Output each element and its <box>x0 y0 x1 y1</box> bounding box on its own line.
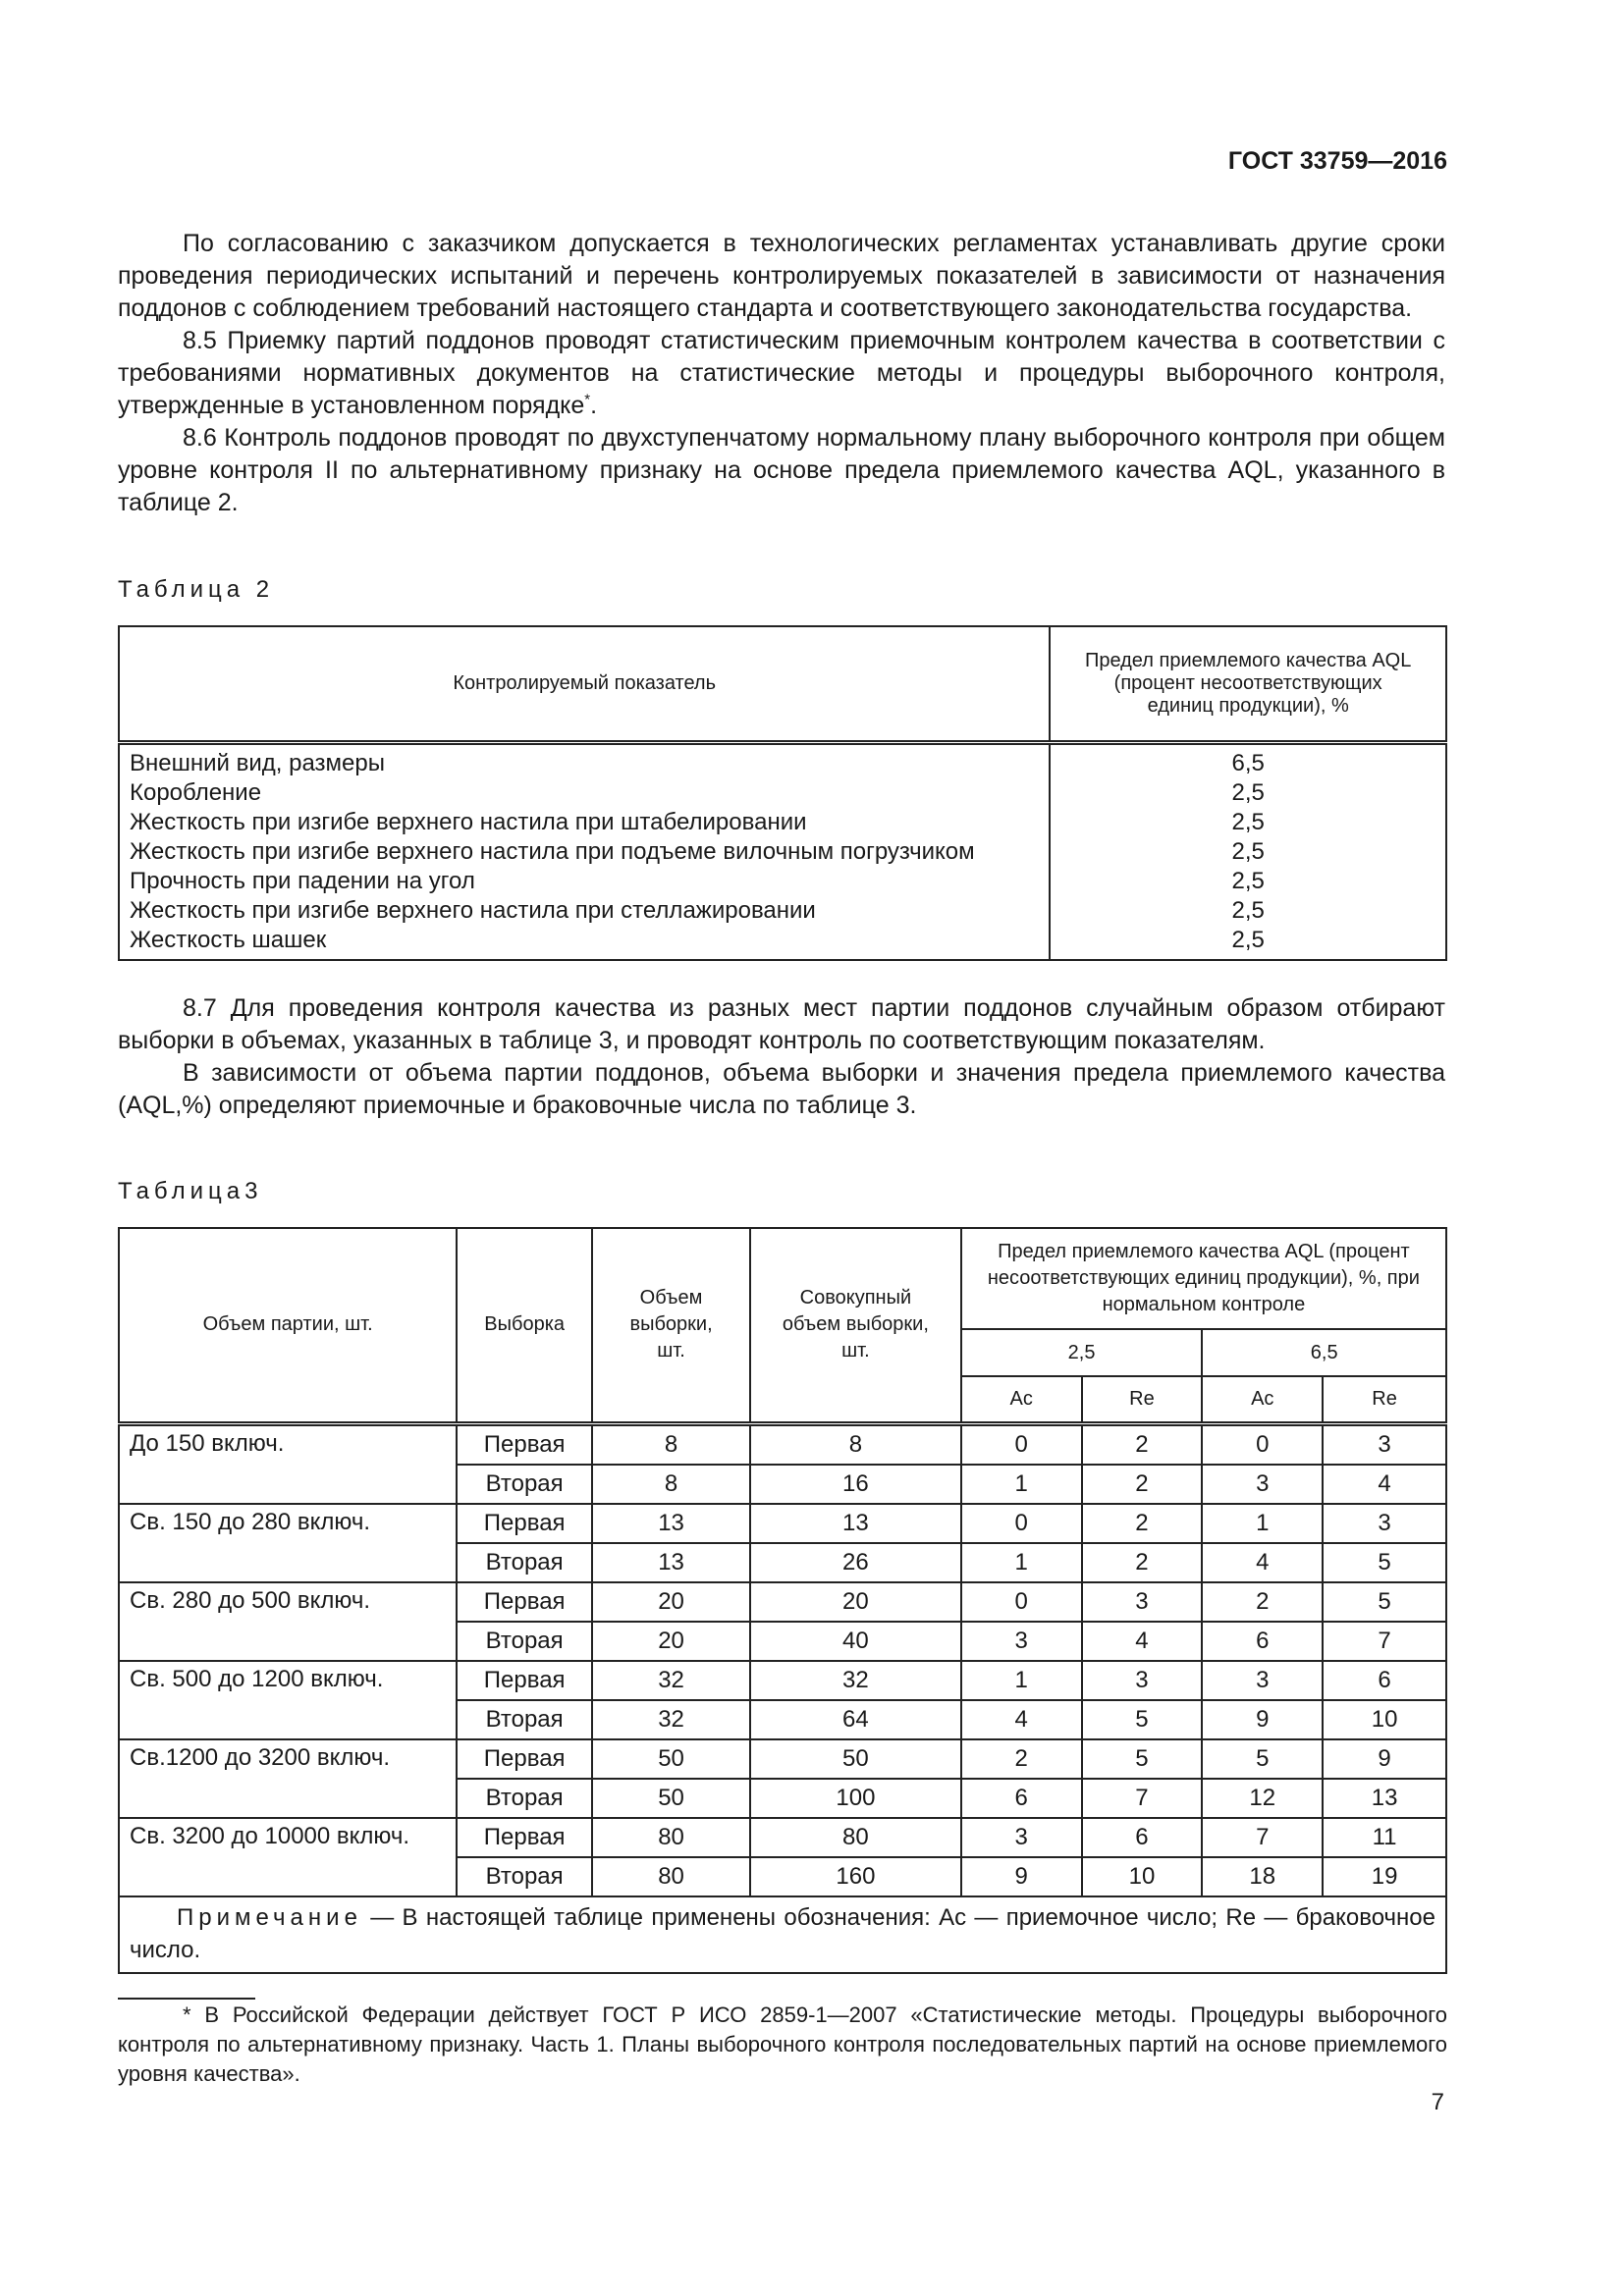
table3-cell-cumulative: 13 <box>750 1504 961 1543</box>
table3-note <box>119 1896 1446 1973</box>
table3-cell-ac-2-5: 4 <box>961 1700 1082 1739</box>
table2-cell-indicator: Коробление <box>119 778 1050 808</box>
table2-row <box>119 867 1446 896</box>
table3-cell-re-6-5: 5 <box>1323 1582 1446 1622</box>
table3-cell-ac-2-5: 9 <box>961 1857 1082 1896</box>
table3-cell-cumulative: 40 <box>750 1622 961 1661</box>
table3-cell-cumulative: 26 <box>750 1543 961 1582</box>
table2-cell-aql: 6,5 <box>1050 742 1446 778</box>
table3-header-re-1: Re <box>1082 1376 1203 1423</box>
table3-cell-sample: Первая <box>457 1582 592 1622</box>
table3-cell-sample: Вторая <box>457 1465 592 1504</box>
table3-cell-sample: Первая <box>457 1504 592 1543</box>
table3-cell-re-2-5: 6 <box>1082 1818 1203 1857</box>
table3-row <box>119 1661 1446 1700</box>
table3-cell-ac-2-5: 0 <box>961 1423 1082 1465</box>
table3-header-aql-2-5: 2,5 <box>961 1329 1203 1376</box>
table3-cell-re-2-5: 4 <box>1082 1622 1203 1661</box>
table3-cell-re-6-5: 3 <box>1323 1504 1446 1543</box>
paragraph-8-7: 8.7 Для проведения контроля качества из разных мест партии поддонов случайным образом отбирают выборки в объемах, указанных в таблице 3, и проводят контроль по соответствующим показателям. <box>118 994 1445 1054</box>
table3-cell-cumulative: 80 <box>750 1818 961 1857</box>
table3-cell-ac-2-5: 6 <box>961 1779 1082 1818</box>
footnote-mark[interactable]: * <box>584 391 591 408</box>
table3-row <box>119 1504 1446 1543</box>
table3-row <box>119 1423 1446 1465</box>
table3-cell-cumulative: 20 <box>750 1582 961 1622</box>
table3-cell-ac-6-5: 9 <box>1202 1700 1323 1739</box>
table2 <box>118 625 1447 961</box>
table3-caption: Таблица3 <box>118 1178 263 1204</box>
table3-cell-ac-6-5: 2 <box>1202 1582 1323 1622</box>
table3-cell-party: Св. 500 до 1200 включ. <box>119 1661 457 1739</box>
table3-header-party: Объем партии, шт. <box>119 1228 457 1423</box>
table3-cell-re-6-5: 9 <box>1323 1739 1446 1779</box>
table3-cell-ac-6-5: 4 <box>1202 1543 1323 1582</box>
table3-header-sample: Выборка <box>457 1228 592 1423</box>
table2-row <box>119 926 1446 960</box>
table3-cell-ac-6-5: 5 <box>1202 1739 1323 1779</box>
table2-header-indicator: Контролируемый показатель <box>119 626 1050 742</box>
table3-cell-size: 32 <box>592 1700 750 1739</box>
table3-cell-size: 20 <box>592 1622 750 1661</box>
paragraph-8-6: 8.6 Контроль поддонов проводят по двухступенчатому нормальному плану выборочного контроля при общем уровне контроля II по альтернативному признаку на основе предела приемлемого качества AQL, указанного в таблице 2. <box>118 424 1445 516</box>
mid-paragraphs <box>118 992 1445 1122</box>
table3-cell-ac-2-5: 0 <box>961 1582 1082 1622</box>
table3-header-ac-1: Ac <box>961 1376 1082 1423</box>
table3-row <box>119 1582 1446 1622</box>
table3-cell-party: Св. 3200 до 10000 включ. <box>119 1818 457 1896</box>
page-number: 7 <box>1431 2089 1444 2115</box>
paragraph-8-5: 8.5 Приемку партий поддонов проводят статистическим приемочным контролем качества в соответствии с требованиями нормативных документов на статистические методы и процедуры выборочного контроля, утвержденные в установленном порядке*. <box>118 327 1445 419</box>
table3-cell-size: 80 <box>592 1818 750 1857</box>
table3-cell-size: 13 <box>592 1543 750 1582</box>
table3-cell-re-2-5: 2 <box>1082 1504 1203 1543</box>
table3-cell-re-6-5: 7 <box>1323 1622 1446 1661</box>
table3-cell-re-6-5: 11 <box>1323 1818 1446 1857</box>
table2-cell-aql: 2,5 <box>1050 867 1446 896</box>
table3-cell-sample: Первая <box>457 1818 592 1857</box>
table2-cell-indicator: Жесткость при изгибе верхнего настила при штабелировании <box>119 808 1050 837</box>
table3-header-ac-2: Ac <box>1202 1376 1323 1423</box>
note-text: — В настоящей таблице применены обозначения: Ac — приемочное число; Re — браковочное число. <box>130 1903 1435 1963</box>
table2-row <box>119 778 1446 808</box>
table3-body <box>119 1423 1446 1896</box>
table2-cell-indicator: Жесткость шашек <box>119 926 1050 960</box>
table3-cell-ac-6-5: 0 <box>1202 1423 1323 1465</box>
table3-cell-party: До 150 включ. <box>119 1423 457 1504</box>
table3-cell-cumulative: 8 <box>750 1423 961 1465</box>
table3-cell-re-6-5: 6 <box>1323 1661 1446 1700</box>
table2-header-aql: Предел приемлемого качества AQL (процент несоответствующих единиц продукции), % <box>1050 626 1446 742</box>
table3-cell-re-6-5: 3 <box>1323 1423 1446 1465</box>
footnote: * В Российской Федерации действует ГОСТ Р ИСО 2859-1—2007 «Статистические методы. Процедуры выборочного контроля по альтернативному признаку. Часть 1. Планы выборочного контроля последовательных партий на основе приемлемого уровня качества». <box>118 2002 1447 2086</box>
table3-cell-ac-2-5: 0 <box>961 1504 1082 1543</box>
table3-cell-cumulative: 64 <box>750 1700 961 1739</box>
table2-caption: Таблица 2 <box>118 576 275 603</box>
table3-cell-size: 32 <box>592 1661 750 1700</box>
table3-cell-ac-2-5: 1 <box>961 1465 1082 1504</box>
table3-cell-ac-6-5: 1 <box>1202 1504 1323 1543</box>
table3-cell-cumulative: 16 <box>750 1465 961 1504</box>
table3-cell-sample: Вторая <box>457 1622 592 1661</box>
table3-cell-re-2-5: 3 <box>1082 1582 1203 1622</box>
table3-cell-size: 13 <box>592 1504 750 1543</box>
table3-row <box>119 1739 1446 1779</box>
table3-header-aql: Предел приемлемого качества AQL (процент несоответствующих единиц продукции), %, при нормальном контроле <box>961 1228 1446 1329</box>
table2-cell-aql: 2,5 <box>1050 778 1446 808</box>
table2-cell-aql: 2,5 <box>1050 896 1446 926</box>
table3-cell-party: Св. 280 до 500 включ. <box>119 1582 457 1661</box>
table2-cell-aql: 2,5 <box>1050 837 1446 867</box>
table3-cell-re-2-5: 2 <box>1082 1543 1203 1582</box>
table3-row <box>119 1818 1446 1857</box>
table3-cell-party: Св. 150 до 280 включ. <box>119 1504 457 1582</box>
table3-cell-size: 20 <box>592 1582 750 1622</box>
table3-cell-re-2-5: 10 <box>1082 1857 1203 1896</box>
table3-cell-sample: Первая <box>457 1423 592 1465</box>
document-header: ГОСТ 33759—2016 <box>1227 147 1447 175</box>
table2-row <box>119 837 1446 867</box>
table2-cell-indicator: Жесткость при изгибе верхнего настила при подъеме вилочным погрузчиком <box>119 837 1050 867</box>
table3-cell-ac-2-5: 1 <box>961 1543 1082 1582</box>
table3-cell-ac-2-5: 3 <box>961 1622 1082 1661</box>
table3-cell-ac-6-5: 7 <box>1202 1818 1323 1857</box>
table3-cell-re-6-5: 10 <box>1323 1700 1446 1739</box>
table3 <box>118 1227 1447 1974</box>
table2-cell-indicator: Прочность при падении на угол <box>119 867 1050 896</box>
table3-cell-sample: Первая <box>457 1661 592 1700</box>
table3-cell-sample: Вторая <box>457 1779 592 1818</box>
table2-cell-indicator: Жесткость при изгибе верхнего настила при стеллажировании <box>119 896 1050 926</box>
table3-header-re-2: Re <box>1323 1376 1446 1423</box>
table3-cell-size: 50 <box>592 1739 750 1779</box>
table3-cell-sample: Вторая <box>457 1543 592 1582</box>
table3-cell-re-2-5: 5 <box>1082 1739 1203 1779</box>
table3-cell-sample: Вторая <box>457 1700 592 1739</box>
table3-cell-ac-2-5: 1 <box>961 1661 1082 1700</box>
table3-cell-re-6-5: 13 <box>1323 1779 1446 1818</box>
table3-cell-sample: Вторая <box>457 1857 592 1896</box>
paragraph-aql-numbers: В зависимости от объема партии поддонов, объема выборки и значения предела приемлемого качества (AQL,%) определяют приемочные и браковочные числа по таблице 3. <box>118 1059 1445 1119</box>
footnote-divider <box>118 1998 255 2000</box>
table3-cell-ac-6-5: 18 <box>1202 1857 1323 1896</box>
table3-cell-sample: Первая <box>457 1739 592 1779</box>
table2-body <box>119 742 1446 960</box>
table3-header-cumulative: Совокупный объем выборки, шт. <box>750 1228 961 1423</box>
table3-cell-size: 50 <box>592 1779 750 1818</box>
table3-cell-size: 8 <box>592 1423 750 1465</box>
table3-cell-size: 8 <box>592 1465 750 1504</box>
table3-cell-cumulative: 32 <box>750 1661 961 1700</box>
table3-cell-ac-6-5: 3 <box>1202 1465 1323 1504</box>
table3-cell-ac-2-5: 3 <box>961 1818 1082 1857</box>
table2-cell-aql: 2,5 <box>1050 808 1446 837</box>
table3-cell-cumulative: 50 <box>750 1739 961 1779</box>
table3-cell-party: Св.1200 до 3200 включ. <box>119 1739 457 1818</box>
table3-cell-re-2-5: 5 <box>1082 1700 1203 1739</box>
table2-cell-indicator: Внешний вид, размеры <box>119 742 1050 778</box>
table3-cell-re-2-5: 3 <box>1082 1661 1203 1700</box>
table3-cell-ac-6-5: 6 <box>1202 1622 1323 1661</box>
table2-row <box>119 742 1446 778</box>
table3-cell-re-2-5: 7 <box>1082 1779 1203 1818</box>
table2-row <box>119 896 1446 926</box>
table2-cell-aql: 2,5 <box>1050 926 1446 960</box>
table3-cell-ac-6-5: 12 <box>1202 1779 1323 1818</box>
top-paragraphs <box>118 228 1445 519</box>
paragraph-approval: По согласованию с заказчиком допускается в технологических регламентах устанавливать другие сроки проведения периодических испытаний и перечень контролируемых показателей в зависимости от назначения поддонов с соблюдением требований настоящего стандарта и соответствующего законодательства государства. <box>118 230 1445 322</box>
table3-cell-cumulative: 100 <box>750 1779 961 1818</box>
table2-row <box>119 808 1446 837</box>
table3-cell-size: 80 <box>592 1857 750 1896</box>
table3-cell-re-2-5: 2 <box>1082 1465 1203 1504</box>
table3-note-row <box>119 1896 1446 1973</box>
table3-cell-cumulative: 160 <box>750 1857 961 1896</box>
table3-cell-ac-6-5: 3 <box>1202 1661 1323 1700</box>
table3-cell-re-6-5: 5 <box>1323 1543 1446 1582</box>
table3-cell-re-2-5: 2 <box>1082 1423 1203 1465</box>
note-label: Примечание <box>177 1903 362 1931</box>
table3-cell-re-6-5: 4 <box>1323 1465 1446 1504</box>
table3-cell-re-6-5: 19 <box>1323 1857 1446 1896</box>
table3-cell-ac-2-5: 2 <box>961 1739 1082 1779</box>
table3-header-size: Объем выборки, шт. <box>592 1228 750 1423</box>
table3-header-aql-6-5: 6,5 <box>1202 1329 1446 1376</box>
